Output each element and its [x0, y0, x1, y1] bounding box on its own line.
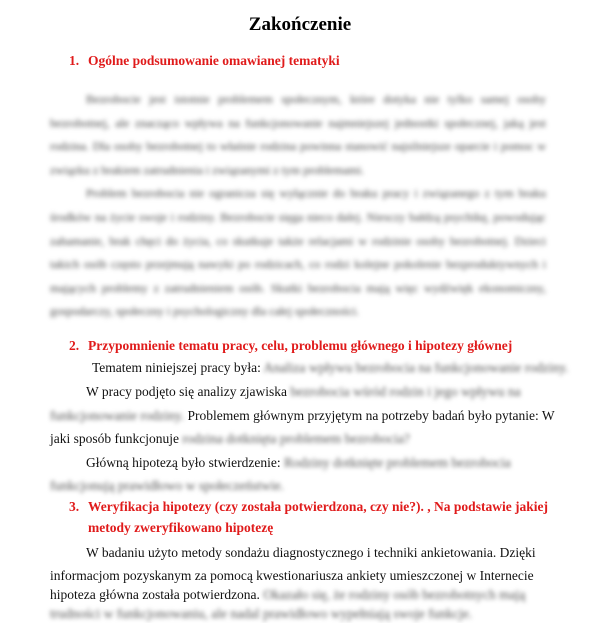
blurred-paragraph-block: [50, 88, 546, 324]
blurred-text: bezrobocia wśród rodzin i jego wpływu na: [290, 384, 521, 399]
text-line: [86, 382, 521, 401]
blurred-text: trudności w funkcjonowaniu, ale nadal prawidłowo wypełniają swoje funkcje.: [50, 606, 473, 621]
text-line: [50, 406, 555, 425]
text-line: [92, 358, 569, 377]
line-text: W pracy podjęto się analizy zjawiska: [86, 384, 288, 399]
line-text: Problemem głównym przyjętym na potrzeby badań było pytanie: W: [187, 408, 555, 423]
page-title: Zakończenie: [248, 14, 352, 35]
section-heading-3: [69, 497, 549, 517]
line-text: hipoteza główna została potwierdzona.: [50, 587, 260, 602]
blurred-text: Analiza wpływu bezrobocia na funkcjonowanie rodziny.: [263, 360, 569, 375]
blurred-text: funkcjonują prawidłowo w społeczeństwie.: [50, 478, 284, 493]
line-text: informacjom pozyskanym za pomocą kwestionariusza ankiety umieszczonej w Internecie: [50, 568, 534, 583]
section-heading-1: [69, 51, 340, 71]
text-line: [50, 585, 525, 604]
section-heading-text: Ogólne podsumowanie omawianej tematyki: [88, 53, 340, 68]
text-line: [86, 543, 536, 562]
text-line: [50, 604, 472, 623]
section-heading-text: metody zweryfikowano hipotezę: [88, 520, 274, 535]
blurred-paragraph: Bezrobocie jest istotnie problemem społecznym, które dotyka nie tylko samej osoby bezrobotnej, ale znacząco wpływa na funkcjonowanie najmniejszej jednostki społecznej, jaką jest rodzina. Dla osoby bezrobotnej to właśnie rodzina powinna stanowić najsilniejsze oparcie i pomoc w związku z brakiem zatrudnienia i związanymi z tym problemami.: [50, 92, 546, 177]
blurred-paragraph: Problem bezrobocia nie ogranicza się wyłącznie do braku pracy i związanego z tym braku środków na życie swoje i rodziny. Bezrobocie sięga nieco dalej. Niesczy bałdzą psychikę, powodując zahamanie, brak chęci do życia, co skutkuje także relacjami w rodzinie osoby bezrobotnej. Dzieci takich osób często przejmują nawyki po rodzicach, co rodzi kolejne pokolenie bezproduktywnych i mających problemy z zatrudnieniem osób. Skutki bezrobocia mają więc wydźwięk ekonomiczny, gospodarczy, społeczny i psychologiczny dla całej społeczności.: [50, 186, 546, 319]
blurred-text: Okazało się, że rodziny osób bezrobotnych mają: [263, 587, 526, 602]
section-heading-3-continued: [88, 518, 273, 538]
section-heading-text: Weryfikacja hipotezy (czy została potwierdzona, czy nie?). , Na podstawie jakiej: [88, 499, 549, 514]
text-line: [86, 453, 511, 472]
text-line: [50, 429, 410, 448]
text-line: [50, 476, 284, 495]
blurred-text: funkcjonowanie rodziny.: [50, 408, 185, 423]
section-number: 1.: [69, 53, 80, 68]
line-text: W badaniu użyto metody sondażu diagnostycznego i techniki ankietowania. Dzięki: [86, 545, 536, 560]
section-heading-2: [69, 336, 513, 356]
blurred-text: rodzina dotknięta problemem bezrobocia?: [182, 431, 410, 446]
line-text: Główną hipotezą było stwierdzenie:: [86, 455, 281, 470]
text-line: [50, 566, 534, 585]
section-number: 3.: [69, 499, 80, 514]
section-heading-text: Przypomnienie tematu pracy, celu, problemu głównego i hipotezy głównej: [88, 338, 513, 353]
line-text: Tematem niniejszej pracy była:: [92, 360, 261, 375]
line-text: jaki sposób funkcjonuje: [50, 431, 179, 446]
blurred-text: Rodziny dotknięte problemem bezrobocia: [283, 455, 511, 470]
section-number: 2.: [69, 338, 80, 353]
